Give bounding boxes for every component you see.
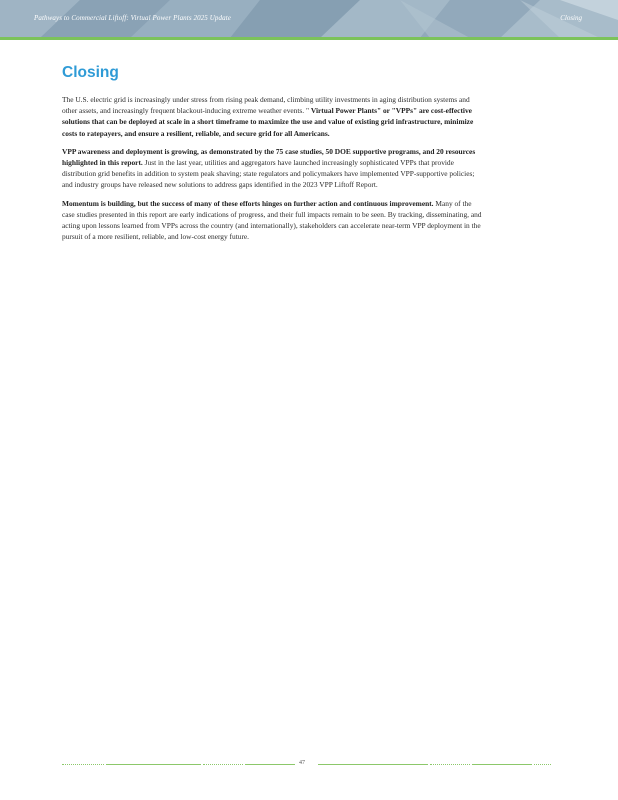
page-title: Closing [62,64,119,81]
footer-rule-right [318,764,551,766]
header-accent-line [0,37,618,40]
paragraph-3-bold: Momentum is building, but the success of many of these efforts hinges on further action and continuous improvement. [62,198,434,208]
paragraph-1: The U.S. electric grid is increasingly under stress from rising peak demand, climbing utility investments in aging distribution systems and other assets, and increasingly frequent blackout-inducing extreme weather events. " Virtual Power Plants" or "VPPs" are cost-effective solutions that can be deployed at scale in a short timeframe to maximize the use and value of existing grid infrastructure, minimize costs to ratepayers, and ensure a resilient, reliable, and secure grid for all Americans. [62,95,474,138]
page-header-banner [0,0,618,38]
body-text [62,94,482,249]
paragraph-1-bold: Virtual Power Plants" or "VPPs" are cost-effective solutions that can be deployed at scale in a short timeframe to maximize the use and value of existing grid infrastructure, minimize costs to ratepayers, and ensure a resilient, reliable, and secure grid for all Americans. [62,106,474,138]
paragraph-2 [62,146,482,191]
paragraph-2-bold: VPP awareness and deployment is growing, as demonstrated by the 75 case studies, 50 DOE supportive programs, and 20 resources highlighted in this report. [62,146,476,168]
paragraph-1-text: The U.S. electric grid is increasingly under stress from rising peak demand, climbing utility investments in aging distribution systems and other assets, and increasingly frequent blackout-inducing extreme weather events. [62,95,470,116]
footer-rule-left [62,764,295,766]
header-report-title: Pathways to Commercial Liftoff: Virtual Power Plants 2025 Update [34,14,231,22]
header-section-name: Closing [560,14,582,22]
paragraph-3-text: Many of the case studies presented in this report are early indications of progress, and their full impacts remain to be seen. By tracking, disseminating, and acting upon lessons learned from VPPs across the country (and internationally), stakeholders can accelerate near-term VPP deployment in the pursuit of a more resilient, reliable, and low-cost energy future. [62,198,482,242]
paragraph-3 [62,198,482,243]
paragraph-2-text: Just in the last year, utilities and aggregators have launched increasingly sophisticated VPPs that provide distribution grid benefits in addition to system peak shaving; state regulators and policymakers have implemented VPP-supportive policies; and industry groups have released new solutions to address gaps identified in the 2023 VPP Liftoff Report. [62,158,475,190]
page-number: 47 [299,760,305,766]
